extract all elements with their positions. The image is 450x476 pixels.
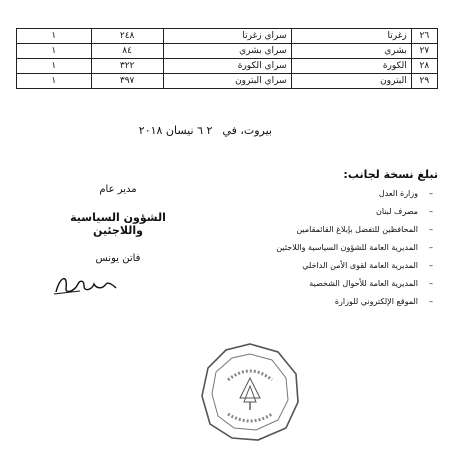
list-item-label: وزارة العدل: [378, 188, 418, 198]
list-item-label: المديرية العامة للأحوال الشخصية: [309, 278, 418, 288]
cell-place: سراي بشري: [163, 44, 291, 59]
list-item: [176, 184, 436, 202]
signatory-name: فاتن يونس: [95, 253, 141, 264]
cell-district: الكورة: [291, 59, 411, 74]
dash-icon: –: [429, 296, 433, 306]
cell-count: ١: [17, 74, 92, 89]
cell-index: ٢٩: [411, 74, 437, 89]
list-item-label: المديرية العامة لقوى الأمن الداخلي: [302, 260, 418, 270]
copy-to-heading: تبلغ نسخة لجانب:: [343, 168, 438, 181]
list-item: [176, 202, 436, 220]
list-item-label: المديرية العامة للشؤون السياسية واللاجئين: [276, 242, 418, 252]
table-row: [17, 29, 438, 44]
cell-place: سراي زغرتا: [163, 29, 291, 44]
cell-district: زغرتا: [291, 29, 411, 44]
list-item: [176, 256, 436, 274]
date-line: [112, 124, 272, 137]
table-row: [17, 59, 438, 74]
cell-number: ٣٢٢: [91, 59, 163, 74]
date-value: ٢ ٦ نيسان ٢٠١٨: [138, 124, 213, 137]
handwritten-signature: [50, 270, 122, 298]
cell-index: ٢٨: [411, 59, 437, 74]
date-city: بيروت، في: [222, 124, 272, 137]
table-row: [17, 74, 438, 89]
cell-place: سراي الكورة: [163, 59, 291, 74]
cell-district: بشري: [291, 44, 411, 59]
table-row: [17, 44, 438, 59]
list-item: [176, 238, 436, 256]
cell-index: ٢٦: [411, 29, 437, 44]
list-item: [176, 274, 436, 292]
dash-icon: –: [429, 260, 433, 270]
dash-icon: –: [429, 188, 433, 198]
list-item: [176, 292, 436, 310]
cell-number: ٨٤: [91, 44, 163, 59]
list-item-label: مصرف لبنان: [375, 206, 418, 216]
signature-block: [48, 184, 188, 264]
list-item: [176, 220, 436, 238]
dash-icon: –: [429, 206, 433, 216]
list-item-label: الموقع الإلكتروني للوزارة: [334, 296, 418, 306]
cell-count: ١: [17, 59, 92, 74]
cell-count: ١: [17, 29, 92, 44]
dash-icon: –: [429, 224, 433, 234]
cell-number: ٢٤٨: [91, 29, 163, 44]
records-table: [16, 28, 438, 89]
signatory-department: الشؤون السياسية واللاجئين: [70, 211, 166, 237]
dash-icon: –: [429, 278, 433, 288]
signatory-title: مدير عام: [99, 184, 137, 195]
copy-to-list: [176, 184, 436, 310]
official-seal: [198, 340, 302, 444]
list-item-label: المحافظين للتفضل بإبلاغ القائمقامين: [296, 224, 418, 234]
cell-index: ٢٧: [411, 44, 437, 59]
cell-count: ١: [17, 44, 92, 59]
cell-place: سراي البترون: [163, 74, 291, 89]
cell-number: ٣٩٧: [91, 74, 163, 89]
cell-district: البترون: [291, 74, 411, 89]
dash-icon: –: [429, 242, 433, 252]
